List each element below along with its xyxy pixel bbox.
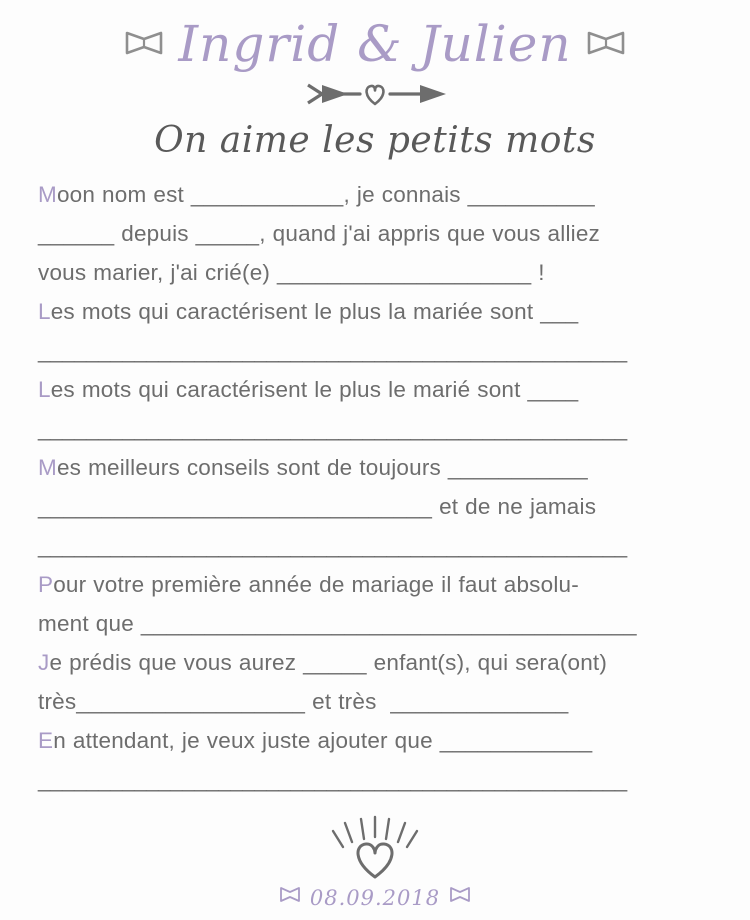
prompt-line: vous marier, j'ai crié(e) ____________________ !: [38, 259, 545, 285]
prompt-line: En attendant, je veux juste ajouter que ____________: [38, 727, 593, 753]
prompt-line: Moon nom est ____________, je connais __________: [38, 181, 595, 207]
prompt-line: Les mots qui caractérisent le plus le marié sont ____: [38, 376, 579, 402]
prompt-closing-note: [38, 721, 712, 799]
prompt-line-text-4-0: our votre première année de mariage il faut absolu-: [53, 571, 579, 597]
arrow-divider: [0, 77, 750, 116]
prompt-line: Les mots qui caractérisent le plus la mariée sont ___: [38, 298, 579, 324]
prompt-line: Pour votre première année de mariage il faut absolu-: [38, 571, 579, 597]
prompt-line-text-1-0: es mots qui caractérisent le plus la mariée sont ___: [50, 298, 579, 324]
flag-small-icon-left: [279, 885, 301, 910]
names-row: [0, 15, 750, 73]
prompt-name-intro: [38, 175, 712, 292]
prompt-line: ______ depuis _____, quand j'ai appris que vous alliez: [38, 220, 601, 246]
prompt-first-year: [38, 565, 712, 643]
prompt-line: Je prédis que vous aurez _____ enfant(s), qui sera(ont): [38, 649, 608, 675]
couple-names: Ingrid & Julien: [178, 15, 572, 73]
footer: [0, 815, 750, 910]
prompt-line-text-3-0: es meilleurs conseils sont de toujours ___________: [56, 454, 588, 480]
prompt-line: ment que _______________________________________: [38, 610, 637, 636]
page-title: On aime les petits mots: [154, 119, 596, 161]
flag-banner-icon-left: [124, 27, 164, 61]
arrow-with-heart-icon: [260, 77, 490, 116]
fill-in-form: [38, 175, 712, 799]
prompt-line: _________________________________________________: [38, 415, 627, 441]
prompt-line: très__________________ et très ______________: [38, 688, 569, 714]
prompt-line-text-2-0: es mots qui caractérisent le plus le marié sont ____: [50, 376, 579, 402]
prompt-line: _________________________________________________: [38, 337, 627, 363]
prompt-line-text-5-0: e prédis que vous aurez _____ enfant(s), qui sera(ont): [49, 649, 608, 675]
prompt-line: _________________________________________________: [38, 766, 627, 792]
flag-banner-icon-right: [586, 27, 626, 61]
prompt-words-bride: [38, 292, 712, 370]
header: [0, 0, 750, 161]
prompt-children-prediction: [38, 643, 712, 721]
prompt-best-advice: [38, 448, 712, 565]
prompt-line: _________________________________________________: [38, 532, 627, 558]
date-row: [0, 885, 750, 910]
prompt-line-text-0-0: on nom est ____________, je connais __________: [69, 181, 595, 207]
prompt-line-text-6-0: n attendant, je veux juste ajouter que ____________: [53, 727, 593, 753]
prompt-line: _______________________________ et de ne jamais: [38, 493, 597, 519]
wedding-date: 08.09.2018: [309, 885, 441, 910]
prompt-line: Mes meilleurs conseils sont de toujours ___________: [38, 454, 588, 480]
heart-burst-icon: [0, 815, 750, 883]
flag-small-icon-right: [449, 885, 471, 910]
prompt-words-groom: [38, 370, 712, 448]
